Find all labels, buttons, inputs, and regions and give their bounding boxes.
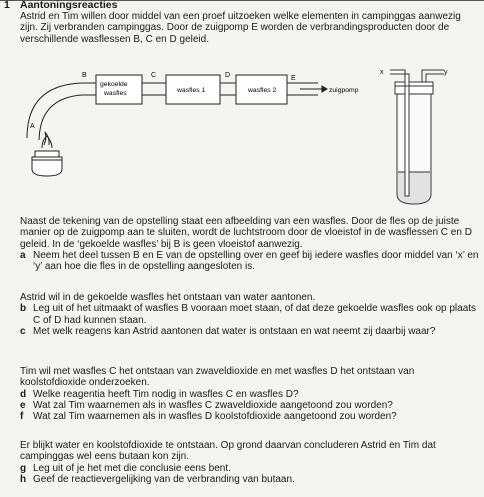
burner-icon xyxy=(32,132,62,176)
label-x: x xyxy=(380,69,384,76)
wash-bottle-icon xyxy=(390,70,444,204)
question-b-text: Leg uit of het uitmaakt of wasfles B vooraan moet staan, of dat deze gekoelde wasfles ook op plaats C of D had kunnen staan. xyxy=(33,303,477,326)
label-c: C xyxy=(151,72,157,79)
question-g-text: Leg uit of je het met die conclusie eens bent. xyxy=(33,462,231,474)
paragraph-4: Er blijkt water en koolstofdioxide te ontstaan. Op grond daarvan concluderen Astrid en Tim dat campinggas wel eens butaan kon zijn. xyxy=(20,440,436,463)
question-d xyxy=(20,389,482,400)
intro-text: Astrid en Tim willen door middel van een proef uitzoeken welke elementen in campinggas aanwezig zijn. Zij verbranden campinggas. Door de zuigpomp E worden de verbrandingsproducten door de verschillende wasflessen B, C en D geleid. xyxy=(20,11,461,45)
question-a-text: Neem het deel tussen B en E van de opstelling over en geef bij iedere wasfles door middel van ‘x’ en ‘y’ aan hoe die fles in de opstelling aangesloten is. xyxy=(33,249,479,273)
label-d: D xyxy=(225,72,231,79)
box-d xyxy=(236,75,287,104)
label-a: A xyxy=(30,123,35,130)
tube-d xyxy=(220,83,236,95)
section-1 xyxy=(20,216,482,272)
question-a-label: a xyxy=(20,249,26,261)
section-3 xyxy=(20,366,482,422)
question-f-label: f xyxy=(20,411,24,423)
question-d-label: d xyxy=(20,388,27,400)
question-b xyxy=(20,303,482,326)
question-d-text: Welke reagentia heeft Tim nodig in wasfles C en wasfles D? xyxy=(33,388,299,400)
question-h xyxy=(20,474,482,485)
apparatus-figure xyxy=(0,58,484,218)
tube-c xyxy=(142,83,166,95)
paragraph-2: Astrid wil in de gekoelde wasfles het ontstaan van water aantonen. xyxy=(20,292,316,303)
paragraph-3: Tim wil met wasfles C het ontstaan van zwaveldioxide en met wasfles D het ontstaan van koolstofdioxide onderzoeken. xyxy=(20,366,415,389)
label-e: E xyxy=(291,75,296,82)
exercise-number: 1 xyxy=(4,0,10,11)
pump-arrow-icon xyxy=(300,86,327,92)
question-e-text: Wat zal Tim waarnemen als in wasfles C zwaveldioxide aangetoond zou worden? xyxy=(33,399,393,411)
box-b-label-line1: gekoelde xyxy=(100,81,128,88)
question-e-label: e xyxy=(20,399,26,411)
section-4 xyxy=(20,440,482,485)
question-g-label: g xyxy=(20,462,27,474)
question-c-text: Met welk reagens kan Astrid aantonen dat water is ontstaan en wat neemt zij daarbij waar? xyxy=(33,325,436,337)
exercise-heading: Aantoningsreacties xyxy=(20,0,118,11)
label-b: B xyxy=(82,72,87,79)
box-d-label: wasfles 2 xyxy=(248,87,277,94)
paragraph-1: Naast de tekening van de opstelling staat een afbeelding van een wasfles. Door de fles op de juiste manier op de zuigpomp aan te sluiten, wordt de luchtstroom door de vloeistof in de wasflessen C en D geleid. In de ‘gekoelde wasfles’ bij B is geen vloeistof aanwezig. xyxy=(20,216,472,250)
question-h-label: h xyxy=(20,473,27,485)
pump-label: zuigpomp xyxy=(329,87,359,94)
box-c xyxy=(166,75,220,104)
box-c-label: wasfles 1 xyxy=(177,87,206,94)
label-y: y xyxy=(444,69,448,76)
section-2 xyxy=(20,292,482,337)
question-h-text: Geef de reactievergelijking van de verbranding van butaan. xyxy=(33,473,295,485)
question-c xyxy=(20,326,482,337)
question-g xyxy=(20,463,482,474)
question-c-label: c xyxy=(20,325,26,337)
question-e xyxy=(20,400,482,411)
question-f-text: Wat zal Tim waarnemen als in wasfles D koolstofdioxide aangetoond zou worden? xyxy=(33,411,397,423)
question-b-label: b xyxy=(20,303,27,315)
question-a xyxy=(20,250,482,273)
exercise-title xyxy=(4,0,117,11)
tube-a xyxy=(27,83,96,140)
box-b-label-line2: wasfles xyxy=(104,90,127,97)
question-f xyxy=(20,411,482,422)
box-b xyxy=(96,75,142,104)
